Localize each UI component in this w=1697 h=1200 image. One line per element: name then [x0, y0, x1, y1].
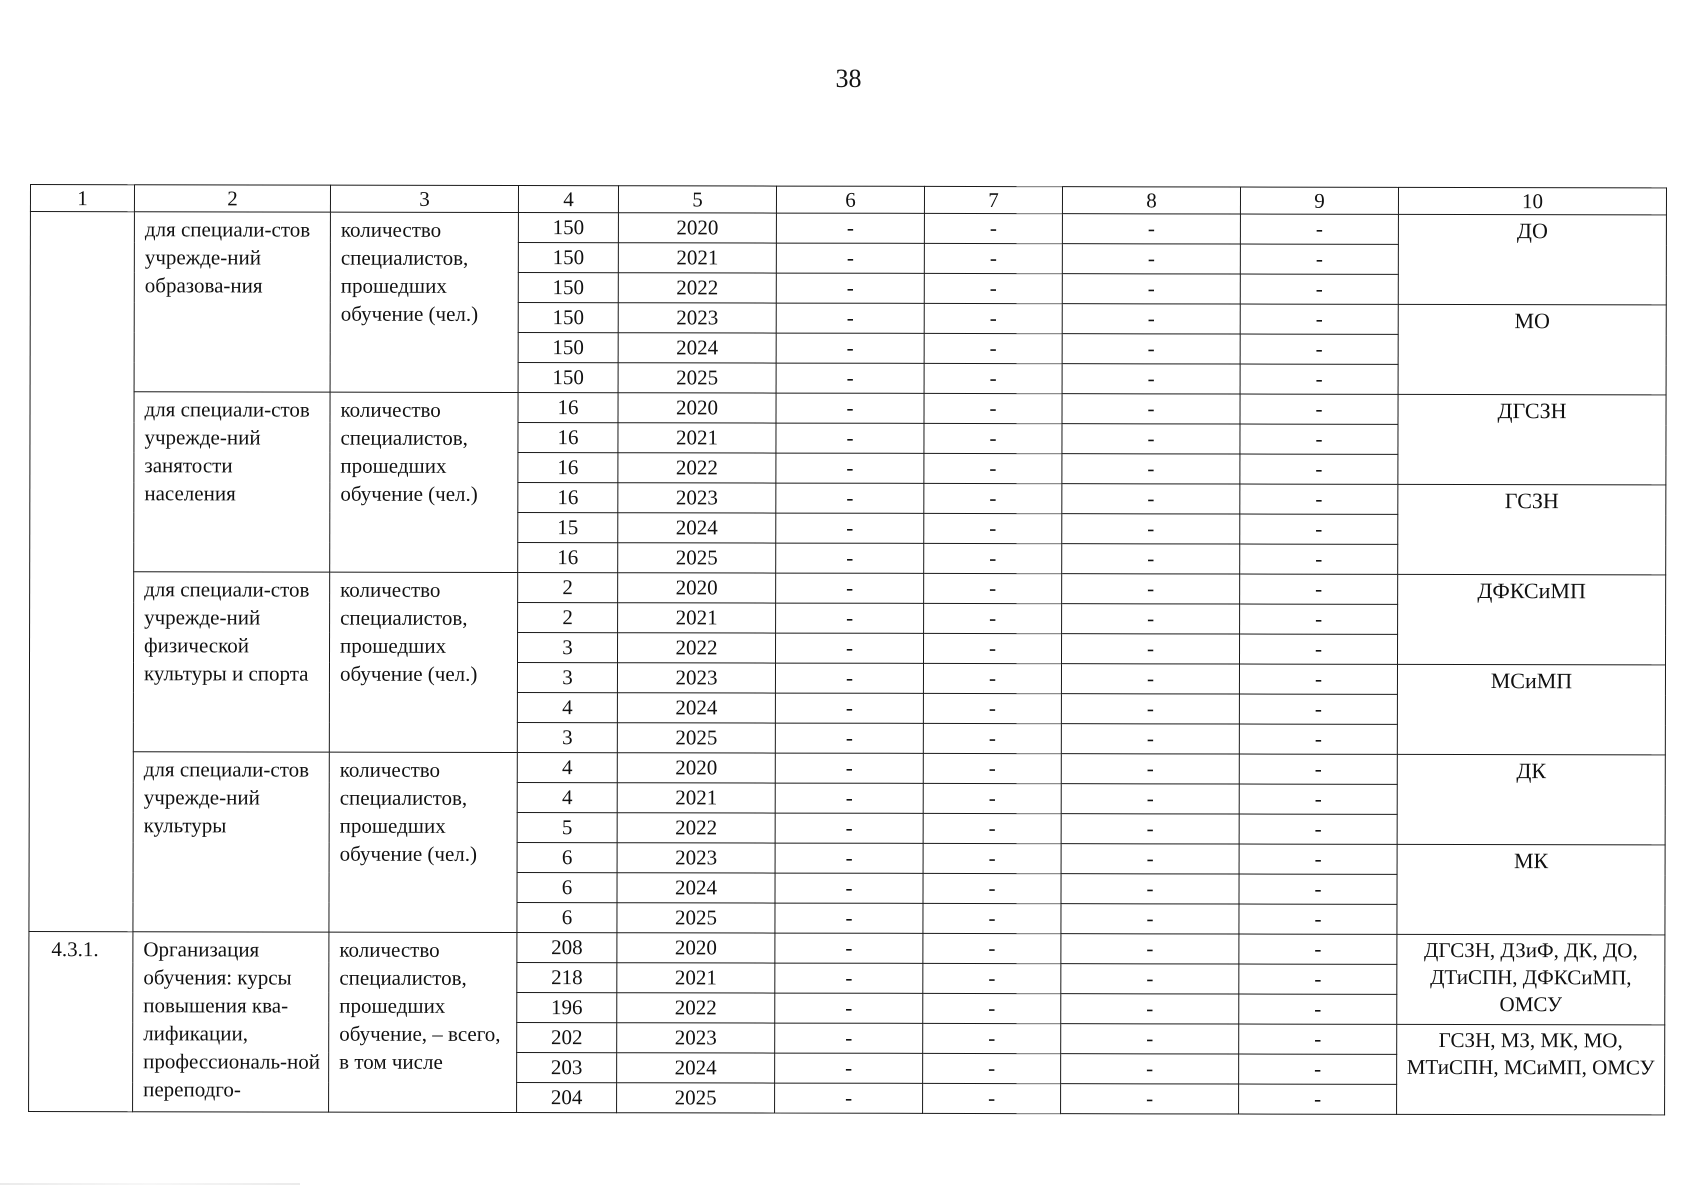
value-cell: 3: [517, 663, 617, 693]
col8-cell: -: [1062, 424, 1240, 454]
indicator-cell: количество специалистов, прошедших обучение (чел.): [329, 572, 517, 752]
col8-cell: -: [1061, 694, 1239, 724]
col9-cell: -: [1239, 814, 1397, 844]
col9-cell: -: [1239, 994, 1397, 1024]
col6-cell: -: [775, 873, 923, 903]
col7-cell: -: [924, 213, 1062, 243]
year-cell: 2021: [617, 783, 775, 813]
col7-cell: -: [923, 1023, 1061, 1053]
activity-name-cell: Организация обучения: курсы повышения ква-лификации, профессиональ-ной переподго-: [133, 932, 329, 1112]
col7-cell: -: [924, 333, 1062, 363]
col8-cell: -: [1061, 664, 1239, 694]
col7-cell: -: [923, 933, 1061, 963]
col9-cell: -: [1239, 1054, 1397, 1084]
col6-cell: -: [775, 783, 923, 813]
year-cell: 2021: [618, 603, 776, 633]
col7-cell: -: [924, 483, 1062, 513]
value-cell: 196: [517, 993, 617, 1023]
header-col-5: 5: [618, 186, 776, 213]
header-col-4: 4: [518, 186, 618, 213]
responsible-top-cell: ДГСЗН, ДЗиФ, ДК, ДО, ДТиСПН, ДФКСиМП, ОМСУ: [1397, 934, 1665, 1025]
col6-cell: -: [775, 693, 923, 723]
value-cell: 204: [517, 1083, 617, 1113]
value-cell: 150: [518, 273, 618, 303]
table-body: [29, 212, 1667, 1115]
col6-cell: -: [775, 723, 923, 753]
col6-cell: -: [775, 633, 923, 663]
col9-cell: -: [1240, 214, 1398, 244]
program-table: [28, 184, 1667, 1115]
value-cell: 150: [518, 213, 618, 243]
table-row: [29, 931, 1665, 964]
responsible-bottom-cell: ГСЗН: [1398, 484, 1666, 575]
col6-cell: -: [775, 843, 923, 873]
col8-cell: -: [1062, 484, 1240, 514]
col6-cell: -: [775, 933, 923, 963]
col8-cell: -: [1062, 604, 1240, 634]
value-cell: 15: [518, 513, 618, 543]
value-cell: 6: [517, 843, 617, 873]
col7-cell: -: [923, 993, 1061, 1023]
year-cell: 2023: [617, 663, 775, 693]
col8-cell: -: [1061, 964, 1239, 994]
year-cell: 2025: [618, 363, 776, 393]
col9-cell: -: [1240, 394, 1398, 424]
value-cell: 150: [518, 303, 618, 333]
col7-cell: -: [923, 1053, 1061, 1083]
table-row: [30, 572, 1666, 605]
header-col-9: 9: [1240, 187, 1398, 214]
year-cell: 2025: [618, 543, 776, 573]
indicator-cell: количество специалистов, прошедших обучение (чел.): [330, 212, 518, 392]
col9-cell: -: [1240, 244, 1398, 274]
value-cell: 3: [517, 633, 617, 663]
col6-cell: -: [776, 573, 924, 603]
year-cell: 2024: [617, 1053, 775, 1083]
value-cell: 202: [517, 1023, 617, 1053]
year-cell: 2021: [618, 423, 776, 453]
col8-cell: -: [1061, 844, 1239, 874]
col9-cell: -: [1239, 1024, 1397, 1054]
col7-cell: -: [924, 603, 1062, 633]
header-col-7: 7: [924, 186, 1062, 213]
col9-cell: -: [1240, 364, 1398, 394]
value-cell: 2: [518, 573, 618, 603]
col7-cell: -: [923, 1083, 1061, 1113]
year-cell: 2023: [617, 1023, 775, 1053]
year-cell: 2020: [618, 393, 776, 423]
col9-cell: -: [1240, 304, 1398, 334]
col8-cell: -: [1061, 724, 1239, 754]
year-cell: 2025: [617, 1083, 775, 1113]
year-cell: 2023: [618, 483, 776, 513]
table-header: [30, 185, 1666, 215]
responsible-bottom-cell: МК: [1397, 844, 1665, 935]
col8-cell: -: [1062, 544, 1240, 574]
col8-cell: -: [1062, 574, 1240, 604]
col8-cell: -: [1062, 514, 1240, 544]
year-cell: 2022: [617, 993, 775, 1023]
indicator-cell: количество специалистов, прошедших обучение, – всего, в том числе: [329, 932, 517, 1112]
col7-cell: -: [923, 873, 1061, 903]
year-cell: 2025: [617, 723, 775, 753]
scan-artifact: [0, 1183, 300, 1185]
value-cell: 6: [517, 873, 617, 903]
col9-cell: -: [1239, 724, 1397, 754]
col7-cell: -: [923, 693, 1061, 723]
year-cell: 2020: [618, 213, 776, 243]
col6-cell: -: [775, 993, 923, 1023]
col8-cell: -: [1061, 904, 1239, 934]
value-cell: 203: [517, 1053, 617, 1083]
col8-cell: -: [1062, 364, 1240, 394]
year-cell: 2020: [617, 933, 775, 963]
col6-cell: -: [776, 303, 924, 333]
year-cell: 2022: [618, 273, 776, 303]
col8-cell: -: [1061, 634, 1239, 664]
col7-cell: -: [924, 513, 1062, 543]
value-cell: 4: [517, 783, 617, 813]
col8-cell: -: [1061, 1024, 1239, 1054]
col6-cell: -: [775, 1083, 923, 1113]
activity-name-cell: для специали-стов учрежде-ний физической культуры и спорта: [133, 572, 329, 752]
col9-cell: -: [1239, 634, 1397, 664]
year-cell: 2020: [618, 573, 776, 603]
col9-cell: -: [1239, 934, 1397, 964]
col8-cell: -: [1062, 274, 1240, 304]
col6-cell: -: [776, 513, 924, 543]
header-col-6: 6: [776, 186, 924, 213]
year-cell: 2021: [617, 963, 775, 993]
value-cell: 4: [517, 693, 617, 723]
year-cell: 2023: [617, 843, 775, 873]
responsible-top-cell: ДО: [1398, 214, 1666, 305]
col9-cell: -: [1239, 664, 1397, 694]
year-cell: 2025: [617, 903, 775, 933]
col8-cell: -: [1062, 244, 1240, 274]
col7-cell: -: [923, 813, 1061, 843]
value-cell: 16: [518, 543, 618, 573]
col6-cell: -: [775, 753, 923, 783]
col7-cell: -: [923, 903, 1061, 933]
col8-cell: -: [1061, 814, 1239, 844]
col9-cell: -: [1239, 754, 1397, 784]
activity-name-cell: для специали-стов учрежде-ний культуры: [133, 752, 329, 932]
activity-name-cell: для специали-стов учрежде-ний образова-ния: [134, 212, 330, 392]
col9-cell: -: [1240, 604, 1398, 634]
col8-cell: -: [1061, 1084, 1239, 1114]
value-cell: 150: [518, 363, 618, 393]
col8-cell: -: [1061, 784, 1239, 814]
value-cell: 2: [518, 603, 618, 633]
col8-cell: -: [1062, 304, 1240, 334]
year-cell: 2022: [618, 453, 776, 483]
table-row: [29, 751, 1665, 784]
col6-cell: -: [776, 243, 924, 273]
col6-cell: -: [775, 1023, 923, 1053]
col9-cell: -: [1240, 574, 1398, 604]
col8-cell: -: [1061, 754, 1239, 784]
table-row: [30, 392, 1666, 425]
header-col-1: 1: [30, 185, 134, 212]
col7-cell: -: [923, 963, 1061, 993]
col9-cell: -: [1240, 544, 1398, 574]
col7-cell: -: [923, 753, 1061, 783]
year-cell: 2024: [618, 333, 776, 363]
col7-cell: -: [924, 573, 1062, 603]
col7-cell: -: [923, 633, 1061, 663]
col8-cell: -: [1061, 874, 1239, 904]
value-cell: 5: [517, 813, 617, 843]
activity-name-cell: для специали-стов учрежде-ний занятости населения: [134, 392, 330, 572]
value-cell: 6: [517, 903, 617, 933]
col7-cell: -: [924, 543, 1062, 573]
col6-cell: -: [776, 393, 924, 423]
col6-cell: -: [775, 663, 923, 693]
value-cell: 150: [518, 243, 618, 273]
col6-cell: -: [776, 363, 924, 393]
col9-cell: -: [1239, 904, 1397, 934]
col6-cell: -: [775, 903, 923, 933]
year-cell: 2024: [618, 513, 776, 543]
col7-cell: -: [924, 243, 1062, 273]
responsible-top-cell: ДК: [1397, 754, 1665, 845]
indicator-cell: количество специалистов, прошедших обучение (чел.): [329, 752, 517, 932]
col7-cell: -: [924, 393, 1062, 423]
responsible-top-cell: ДФКСиМП: [1397, 574, 1665, 665]
header-row: [30, 185, 1666, 215]
col7-cell: -: [924, 273, 1062, 303]
col9-cell: -: [1240, 334, 1398, 364]
col8-cell: -: [1061, 934, 1239, 964]
value-cell: 218: [517, 963, 617, 993]
col6-cell: -: [776, 423, 924, 453]
header-col-8: 8: [1062, 187, 1240, 214]
col6-cell: -: [776, 333, 924, 363]
value-cell: 3: [517, 723, 617, 753]
header-col-10: 10: [1398, 187, 1666, 215]
col9-cell: -: [1239, 784, 1397, 814]
col9-cell: -: [1239, 874, 1397, 904]
col7-cell: -: [924, 453, 1062, 483]
value-cell: 16: [518, 423, 618, 453]
col6-cell: -: [776, 543, 924, 573]
col6-cell: -: [776, 603, 924, 633]
header-col-3: 3: [330, 185, 518, 212]
col6-cell: -: [775, 963, 923, 993]
responsible-bottom-cell: ГСЗН, МЗ, МК, МО, МТиСПН, МСиМП, ОМСУ: [1397, 1024, 1665, 1115]
item-number-cell: [29, 212, 135, 932]
responsible-bottom-cell: МСиМП: [1397, 664, 1665, 755]
table-row: [30, 212, 1666, 245]
responsible-top-cell: ДГСЗН: [1398, 394, 1666, 485]
value-cell: 150: [518, 333, 618, 363]
col7-cell: -: [924, 303, 1062, 333]
col6-cell: -: [776, 273, 924, 303]
col6-cell: -: [776, 483, 924, 513]
col9-cell: -: [1240, 484, 1398, 514]
col7-cell: -: [923, 843, 1061, 873]
col8-cell: -: [1062, 454, 1240, 484]
value-cell: 208: [517, 933, 617, 963]
col8-cell: -: [1062, 334, 1240, 364]
year-cell: 2024: [617, 873, 775, 903]
col7-cell: -: [924, 423, 1062, 453]
col9-cell: -: [1240, 514, 1398, 544]
col8-cell: -: [1062, 394, 1240, 424]
col9-cell: -: [1239, 1084, 1397, 1114]
col6-cell: -: [775, 1053, 923, 1083]
value-cell: 16: [518, 483, 618, 513]
year-cell: 2023: [618, 303, 776, 333]
year-cell: 2024: [617, 693, 775, 723]
value-cell: 4: [517, 753, 617, 783]
col7-cell: -: [923, 723, 1061, 753]
item-number-cell: 4.3.1.: [29, 931, 133, 1111]
program-table-container: [28, 184, 1666, 1115]
col9-cell: -: [1239, 964, 1397, 994]
col6-cell: -: [775, 813, 923, 843]
value-cell: 16: [518, 453, 618, 483]
col9-cell: -: [1239, 844, 1397, 874]
header-col-2: 2: [134, 185, 330, 212]
col6-cell: -: [776, 453, 924, 483]
year-cell: 2022: [617, 633, 775, 663]
year-cell: 2020: [617, 753, 775, 783]
col7-cell: -: [923, 663, 1061, 693]
col9-cell: -: [1240, 274, 1398, 304]
indicator-cell: количество специалистов, прошедших обучение (чел.): [330, 392, 518, 572]
year-cell: 2021: [618, 243, 776, 273]
col8-cell: -: [1062, 214, 1240, 244]
year-cell: 2022: [617, 813, 775, 843]
col7-cell: -: [924, 363, 1062, 393]
col6-cell: -: [776, 213, 924, 243]
page-number: 38: [835, 64, 862, 93]
col9-cell: -: [1240, 424, 1398, 454]
col9-cell: -: [1239, 694, 1397, 724]
col9-cell: -: [1240, 454, 1398, 484]
col8-cell: -: [1061, 994, 1239, 1024]
responsible-bottom-cell: МО: [1398, 304, 1666, 395]
col7-cell: -: [923, 783, 1061, 813]
col8-cell: -: [1061, 1054, 1239, 1084]
value-cell: 16: [518, 393, 618, 423]
